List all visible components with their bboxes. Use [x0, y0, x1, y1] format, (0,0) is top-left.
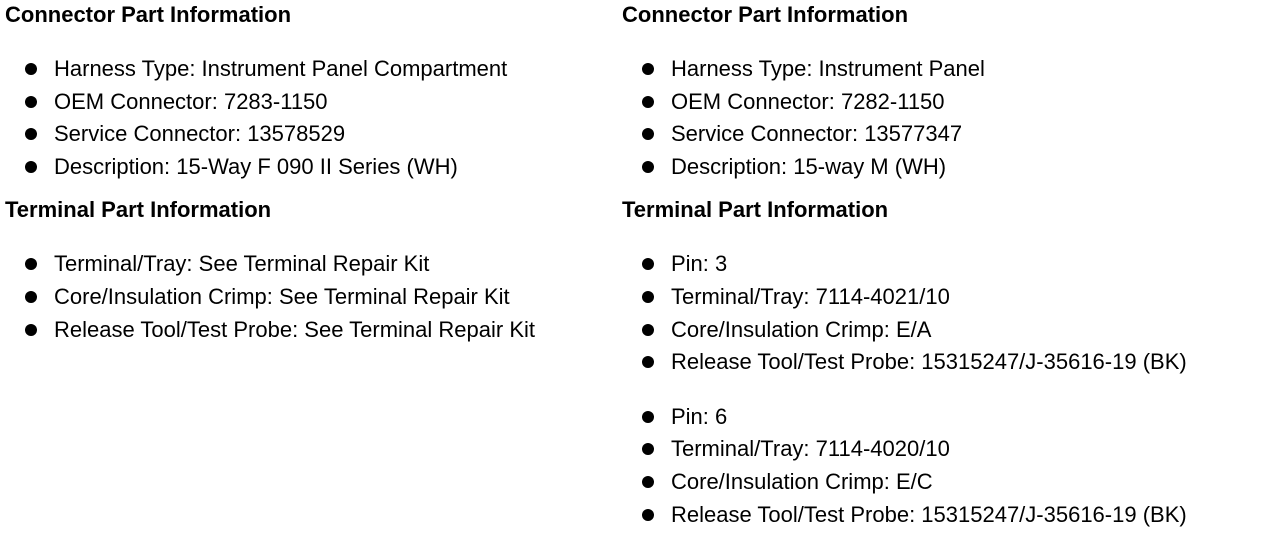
list-item [622, 151, 1277, 184]
list-item [622, 314, 1277, 347]
core-insulation-crimp-text: Core/Insulation Crimp: E/A [671, 316, 932, 342]
pin-text: Pin: 6 [671, 403, 728, 429]
bullet-icon [642, 291, 654, 303]
list-item [622, 499, 1277, 532]
pin-6-group [622, 401, 1277, 531]
release-tool-text: Release Tool/Test Probe: 15315247/J-35616-19 (BK) [671, 349, 1187, 375]
list-item [5, 281, 615, 314]
list-item [622, 346, 1277, 379]
list-item [622, 118, 1277, 151]
left-terminal-list [5, 248, 615, 346]
release-tool-text: Release Tool/Test Probe: See Terminal Repair Kit [54, 316, 535, 342]
terminal-tray-text: Terminal/Tray: 7114-4020/10 [671, 436, 950, 462]
right-connector-list [622, 53, 1277, 183]
bullet-icon [642, 128, 654, 140]
harness-type-text: Harness Type: Instrument Panel [671, 56, 985, 81]
terminal-tray-text: Terminal/Tray: See Terminal Repair Kit [54, 251, 430, 277]
bullet-icon [642, 356, 654, 368]
bullet-icon [25, 161, 37, 173]
service-connector-text: Service Connector: 13577347 [671, 121, 963, 147]
oem-connector-text: OEM Connector: 7282-1150 [671, 88, 945, 114]
left-terminal-heading: Terminal Part Information [5, 197, 272, 223]
bullet-icon [642, 476, 654, 488]
left-connector-section [5, 1, 615, 183]
bullet-icon [25, 291, 37, 303]
bullet-icon [642, 96, 654, 108]
bullet-icon [642, 324, 654, 336]
right-connector-section [622, 1, 1277, 183]
list-item [622, 433, 1277, 466]
bullet-icon [25, 258, 37, 270]
bullet-icon [642, 411, 654, 423]
list-item [5, 248, 615, 281]
terminal-tray-text: Terminal/Tray: 7114-4021/10 [671, 283, 950, 309]
bullet-icon [642, 443, 654, 455]
bullet-icon [25, 96, 37, 108]
bullet-icon [25, 324, 37, 336]
list-item [622, 401, 1277, 434]
oem-connector-text: OEM Connector: 7283-1150 [54, 88, 328, 114]
left-terminal-section [5, 196, 615, 346]
list-item [622, 86, 1277, 119]
left-connector-heading: Connector Part Information [5, 2, 292, 27]
right-column [622, 0, 1277, 531]
left-column [5, 0, 615, 346]
right-terminal-heading: Terminal Part Information [622, 197, 889, 223]
bullet-icon [642, 509, 654, 521]
bullet-icon [642, 161, 654, 173]
description-text: Description: 15-Way F 090 II Series (WH) [54, 153, 458, 179]
pin-3-group [622, 248, 1277, 378]
list-item [622, 281, 1277, 314]
list-item [5, 86, 615, 119]
description-text: Description: 15-way M (WH) [671, 153, 947, 179]
list-item [5, 118, 615, 151]
bullet-icon [25, 128, 37, 140]
list-item [622, 466, 1277, 499]
list-item [622, 248, 1277, 281]
harness-type-text: Harness Type: Instrument Panel Compartment [54, 56, 508, 81]
right-terminal-section [622, 196, 1277, 531]
release-tool-text: Release Tool/Test Probe: 15315247/J-35616-19 (BK) [671, 501, 1187, 527]
bullet-icon [25, 63, 37, 75]
left-connector-list [5, 53, 615, 183]
service-connector-text: Service Connector: 13578529 [54, 121, 346, 147]
right-connector-heading: Connector Part Information [622, 2, 909, 27]
list-item [5, 53, 615, 86]
list-item [5, 314, 615, 347]
core-insulation-crimp-text: Core/Insulation Crimp: E/C [671, 468, 933, 494]
list-item [5, 151, 615, 184]
core-insulation-crimp-text: Core/Insulation Crimp: See Terminal Repair Kit [54, 283, 510, 309]
bullet-icon [642, 258, 654, 270]
pin-text: Pin: 3 [671, 251, 728, 277]
bullet-icon [642, 63, 654, 75]
list-item [622, 53, 1277, 86]
